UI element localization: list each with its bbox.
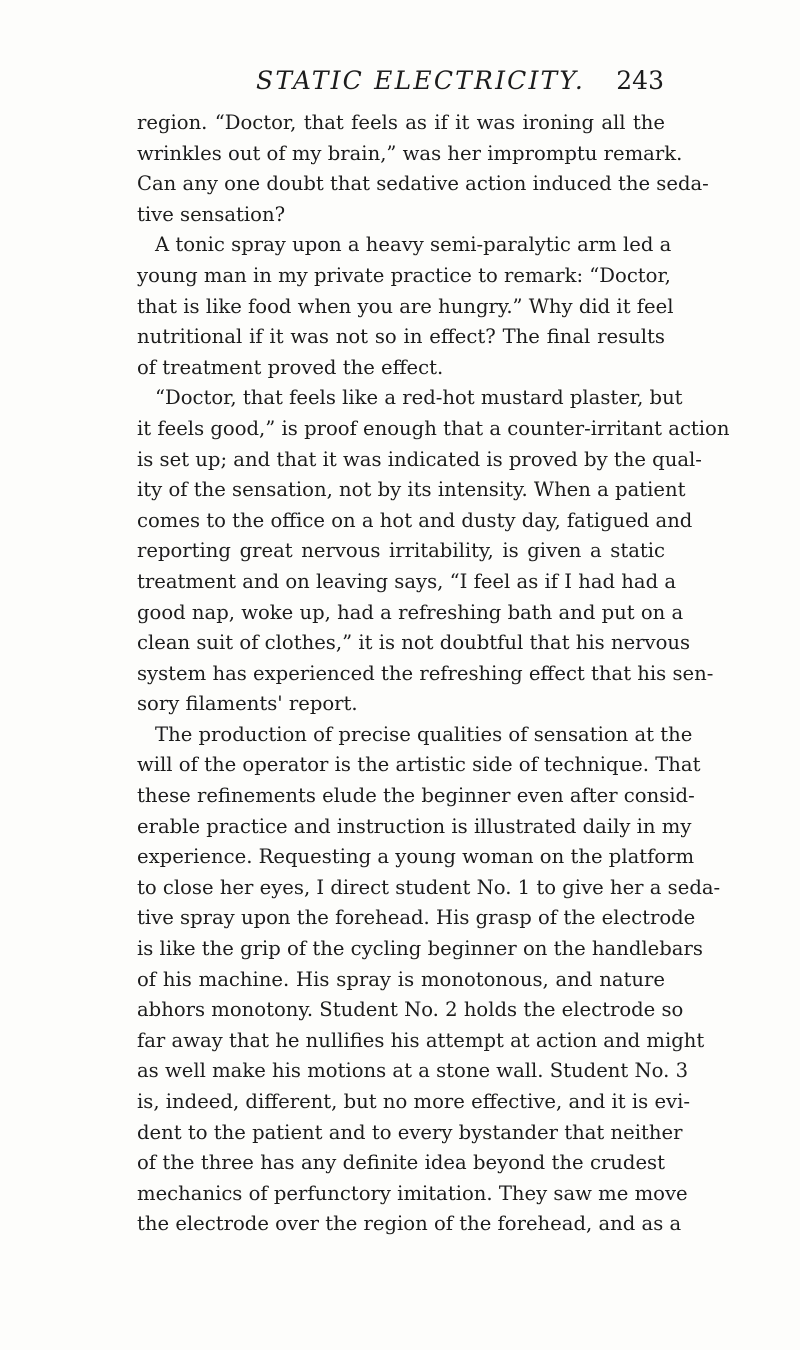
page-number: 243 [616,66,664,95]
text-line: Can any one doubt that sedative action induced the seda- [137,172,709,196]
text-line: “Doctor, that feels like a red-hot mustard plaster, but [155,386,683,410]
text-line: A tonic spray upon a heavy semi-paralytic arm led a [155,233,672,257]
text-line: is set up; and that it was indicated is proved by the qual- [137,447,702,471]
text-line: nutritional if it was not so in effect? The final results [137,325,665,349]
text-line: comes to the office on a hot and dusty day, fatigued and [137,508,693,532]
text-line: these refinements elude the beginner even after consid- [137,784,695,808]
text-line: wrinkles out of my brain,” was her impromptu remark. [137,141,683,165]
body-text [137,108,730,1240]
text-line: region. “Doctor, that feels as if it was ironing all the [137,111,665,134]
text-line: will of the operator is the artistic side of technique. That [137,753,701,777]
page-header [0,66,800,106]
text-line: tive sensation? [137,202,286,226]
text-line: far away that he nullifies his attempt at action and might [137,1028,705,1052]
text-line: mechanics of perfunctory imitation. They saw me move [137,1181,688,1205]
text-line: the electrode over the region of the forehead, and as a [137,1212,682,1236]
text-line: reporting great nervous irritability, is given a static [137,539,665,563]
text-line: of treatment proved the effect. [137,355,444,379]
text-line: good nap, woke up, had a refreshing bath and put on a [137,600,684,624]
text-line: that is like food when you are hungry.” Why did it feel [137,294,674,318]
text-line: young man in my private practice to remark: “Doctor, [137,263,671,287]
text-line: of the three has any definite idea beyond the crudest [137,1151,665,1175]
text-line: abhors monotony. Student No. 2 holds the electrode so [137,998,684,1022]
text-line: of his machine. His spray is monotonous, and nature [137,967,665,991]
text-line: sory filaments' report. [137,692,358,716]
text-line: treatment and on leaving says, “I feel as if I had had a [137,569,677,593]
text-line: experience. Requesting a young woman on the platform [137,845,695,869]
text-line: The production of precise qualities of sensation at the [155,722,693,746]
text-line: erable practice and instruction is illustrated daily in my [137,814,692,838]
text-line: is, indeed, different, but no more effective, and it is evi- [137,1090,690,1113]
text-line: system has experienced the refreshing effect that his sen- [137,661,714,685]
text-line: as well make his motions at a stone wall. Student No. 3 [137,1059,689,1083]
text-line: clean suit of clothes,” it is not doubtful that his nervous [137,631,691,655]
running-title: STATIC ELECTRICITY. [256,66,586,95]
text-line: tive spray upon the forehead. His grasp of the electrode [137,906,696,930]
text-line: dent to the patient and to every bystander that neither [137,1120,683,1144]
text-line: to close her eyes, I direct student No. 1 to give her a seda- [137,875,721,899]
text-line: it feels good,” is proof enough that a counter-irritant action [137,416,730,440]
text-line: ity of the sensation, not by its intensity. When a patient [137,478,686,502]
text-line: is like the grip of the cycling beginner on the handlebars [137,937,703,961]
